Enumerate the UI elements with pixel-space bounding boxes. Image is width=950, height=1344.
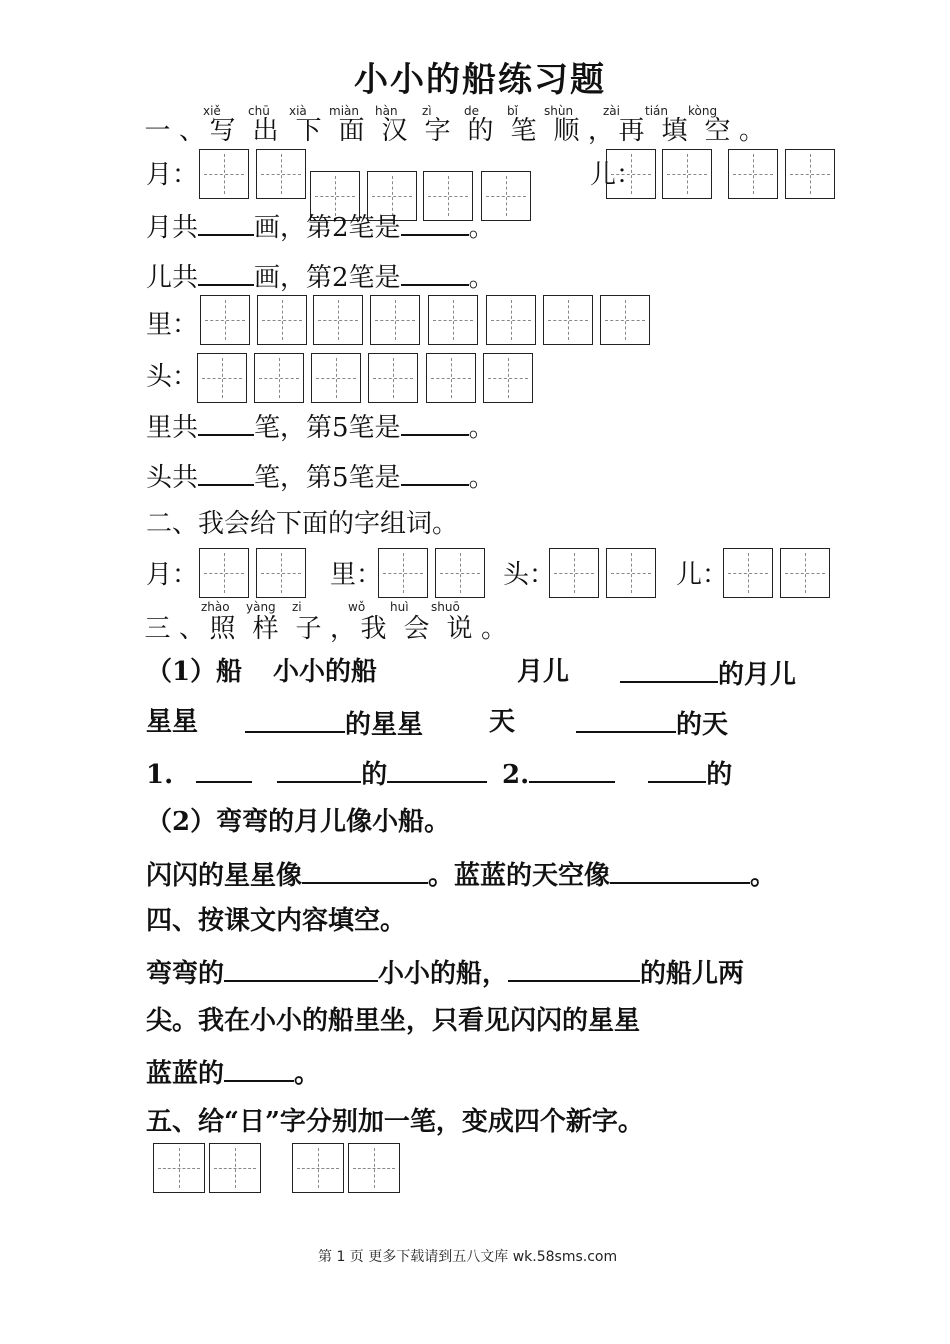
answer-blank[interactable]	[302, 858, 428, 884]
example-d	[620, 657, 796, 690]
pinyin: zài	[603, 104, 620, 118]
writing-grid[interactable]	[600, 295, 650, 345]
writing-grid[interactable]	[549, 548, 599, 598]
answer-blank[interactable]	[576, 707, 676, 733]
answer-blank[interactable]	[198, 260, 254, 286]
yue-question	[146, 210, 495, 243]
writing-grid[interactable]	[483, 353, 533, 403]
exercise-2	[502, 757, 732, 790]
answer-blank[interactable]	[610, 858, 750, 884]
question-text: 笔，第5笔是	[254, 463, 401, 493]
writing-grid[interactable]	[780, 548, 830, 598]
example-text: 弯弯的	[146, 959, 225, 989]
pinyin: huì	[390, 600, 409, 614]
pinyin: shuō	[431, 600, 460, 614]
heading-char: 写	[209, 116, 236, 146]
question-text: 。	[468, 463, 495, 493]
er-question	[146, 260, 495, 293]
answer-blank[interactable]	[224, 956, 378, 982]
writing-grid[interactable]	[728, 149, 778, 199]
answer-blank[interactable]	[401, 260, 469, 286]
answer-blank[interactable]	[620, 657, 718, 683]
answer-blank[interactable]	[198, 460, 254, 486]
example-text: 的月儿	[718, 660, 797, 690]
answer-blank[interactable]	[196, 757, 252, 783]
writing-grid[interactable]	[254, 353, 304, 403]
question-text: 。	[468, 413, 495, 443]
pinyin: zì	[422, 104, 432, 118]
pinyin: yàng	[246, 600, 276, 614]
writing-grid[interactable]	[153, 1143, 205, 1193]
writing-grid[interactable]	[368, 353, 418, 403]
writing-grid[interactable]	[311, 353, 361, 403]
pinyin: zi	[292, 600, 302, 614]
answer-blank[interactable]	[387, 757, 487, 783]
writing-grid[interactable]	[723, 548, 773, 598]
example-text: 的	[361, 760, 388, 790]
heading-char: 照	[209, 614, 236, 644]
answer-blank[interactable]	[401, 460, 469, 486]
answer-blank[interactable]	[401, 210, 469, 236]
heading-char: 笔	[510, 116, 537, 146]
heading-char: 顺	[553, 116, 580, 146]
writing-grid[interactable]	[199, 548, 249, 598]
writing-grid[interactable]	[606, 548, 656, 598]
page-footer: 第 1 页 更多下载请到五八文库 wk.58sms.com	[318, 1249, 618, 1265]
answer-blank[interactable]	[198, 210, 254, 236]
writing-grid[interactable]	[785, 149, 835, 199]
section2-heading: 二、我会给下面的字组词。	[146, 509, 459, 539]
word-label: 月：	[146, 560, 199, 590]
tian-label: 天	[489, 707, 516, 737]
xingxing-fill	[245, 707, 423, 740]
writing-grid[interactable]	[256, 149, 306, 199]
question-text: 画，第2笔是	[254, 213, 401, 243]
answer-blank[interactable]	[508, 956, 640, 982]
pinyin: wǒ	[348, 600, 366, 614]
question-text: 。	[468, 263, 495, 293]
exercise-number: 2.	[502, 760, 530, 790]
heading-char: 再	[618, 116, 645, 146]
li-label: 里：	[146, 310, 199, 340]
heading-char: 下	[295, 116, 322, 146]
writing-grid[interactable]	[257, 295, 307, 345]
li-question	[146, 410, 495, 443]
heading-char: 样	[252, 614, 279, 644]
text-line-1	[146, 956, 744, 989]
writing-grid[interactable]	[256, 548, 306, 598]
xingxing-label: 星星	[146, 707, 199, 737]
heading-char: 我	[360, 614, 387, 644]
text-line-3	[146, 1056, 320, 1089]
section3-heading	[136, 614, 508, 644]
tou-label: 头：	[146, 362, 199, 392]
heading-char: 说	[446, 614, 473, 644]
heading-char: ，	[588, 116, 615, 146]
heading-char: 、	[179, 116, 206, 146]
heading-char: 的	[467, 116, 494, 146]
writing-grid[interactable]	[197, 353, 247, 403]
writing-grid[interactable]	[370, 295, 420, 345]
example-text: 的船儿两	[640, 959, 745, 989]
example-text: 闪闪的星星像	[146, 861, 303, 891]
heading-char: 面	[338, 116, 365, 146]
word-label: 里：	[330, 560, 383, 590]
writing-grid[interactable]	[209, 1143, 261, 1193]
example-text: 。	[294, 1059, 321, 1089]
answer-blank[interactable]	[245, 707, 345, 733]
writing-grid[interactable]	[543, 295, 593, 345]
writing-grid[interactable]	[199, 149, 249, 199]
answer-blank[interactable]	[224, 1056, 294, 1082]
heading-char: 出	[252, 116, 279, 146]
word-label: 头：	[503, 560, 556, 590]
heading-char: 会	[403, 614, 430, 644]
text-line-2: 尖。我在小小的船里坐，只看见闪闪的星星	[146, 1006, 641, 1036]
writing-grid[interactable]	[606, 149, 656, 199]
pinyin: de	[464, 104, 479, 118]
writing-grid[interactable]	[662, 149, 712, 199]
er-label: 儿：	[590, 160, 643, 190]
writing-grid[interactable]	[292, 1143, 344, 1193]
example-text: 小小的船，	[378, 959, 509, 989]
heading-char: 一	[144, 116, 171, 146]
question-text: 头共	[146, 463, 199, 493]
heading-char: ，	[330, 614, 357, 644]
heading-char: 填	[661, 116, 688, 146]
word-label: 儿：	[676, 560, 729, 590]
section1-heading	[136, 116, 766, 146]
pinyin: xiě	[203, 104, 221, 118]
heading-char: 字	[424, 116, 451, 146]
simile-line	[146, 858, 776, 891]
example-b: 小小的船	[273, 657, 378, 687]
example-2: （2）弯弯的月儿像小船。	[146, 807, 451, 837]
question-text: 。	[468, 213, 495, 243]
section5-heading: 五、给“日”字分别加一笔，变成四个新字。	[146, 1107, 644, 1137]
answer-blank[interactable]	[277, 757, 361, 783]
pinyin: tián	[645, 104, 668, 118]
writing-grid[interactable]	[486, 295, 536, 345]
page-title: 小小的船练习题	[354, 60, 606, 100]
writing-grid[interactable]	[435, 548, 485, 598]
example-text: 。蓝蓝的天空像	[428, 861, 611, 891]
question-text: 里共	[146, 413, 199, 443]
writing-grid[interactable]	[313, 295, 363, 345]
pinyin: bǐ	[507, 104, 518, 118]
example-text: 的	[706, 760, 733, 790]
example-c: 月儿	[517, 657, 570, 687]
heading-char: 空	[704, 116, 731, 146]
writing-grid[interactable]	[426, 353, 476, 403]
pinyin: xià	[289, 104, 307, 118]
pinyin: kòng	[688, 104, 718, 118]
heading-char: 。	[481, 614, 508, 644]
answer-blank[interactable]	[401, 410, 469, 436]
heading-char: 、	[179, 614, 206, 644]
example-text: 蓝蓝的	[146, 1059, 225, 1089]
heading-char: 。	[739, 116, 766, 146]
writing-grid[interactable]	[200, 295, 250, 345]
heading-char: 汉	[381, 116, 408, 146]
example-text: 的星星	[345, 710, 424, 740]
pinyin: zhào	[201, 600, 230, 614]
pinyin: hàn	[375, 104, 398, 118]
section4-heading: 四、按课文内容填空。	[146, 906, 407, 936]
pinyin: miàn	[329, 104, 359, 118]
answer-blank[interactable]	[198, 410, 254, 436]
pinyin: chū	[248, 104, 270, 118]
exercise-number: 1.	[146, 760, 174, 790]
tian-fill	[576, 707, 728, 740]
writing-grid[interactable]	[428, 295, 478, 345]
example-text: 。	[750, 861, 777, 891]
pinyin: shùn	[544, 104, 574, 118]
question-text: 画，第2笔是	[254, 263, 401, 293]
answer-blank[interactable]	[529, 757, 615, 783]
heading-char: 三	[144, 614, 171, 644]
question-text: 笔，第5笔是	[254, 413, 401, 443]
exercise-1	[146, 757, 487, 790]
example-a: （1）船	[146, 657, 243, 687]
tou-question	[146, 460, 495, 493]
example-text: 的天	[676, 710, 729, 740]
writing-grid[interactable]	[348, 1143, 400, 1193]
yue-label: 月：	[146, 160, 199, 190]
answer-blank[interactable]	[648, 757, 706, 783]
question-text: 月共	[146, 213, 199, 243]
heading-char: 子	[295, 614, 322, 644]
question-text: 儿共	[146, 263, 199, 293]
writing-grid[interactable]	[378, 548, 428, 598]
